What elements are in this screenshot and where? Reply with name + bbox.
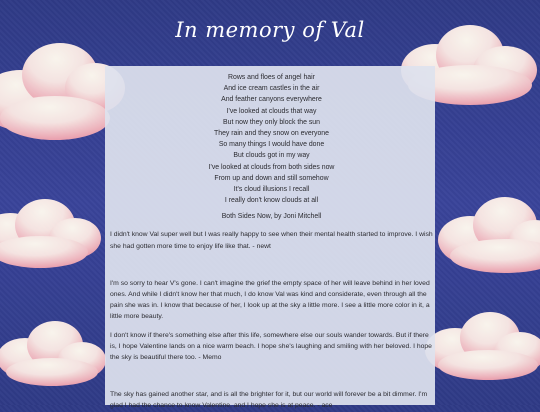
poem-line: But now they only block the sun xyxy=(223,118,320,126)
page-title: In memory of Val xyxy=(175,18,365,42)
poem-line: I've looked at clouds that way xyxy=(226,107,317,115)
poem-line: They rain and they snow on everyone xyxy=(214,130,329,138)
poem-line: So many things I would have done xyxy=(218,141,325,149)
condolence-message: I'm so sorry to hear V's gone. I can't imagine the grief the empty space of her will leave behind in her loved ones. And while I didn't know her that much, I do know Val was kind and considerate, even through all the pain she was in. I know that because of her, I look up at the sky a little more. I see a little more color in it, a little more beauty. xyxy=(110,279,430,321)
condolence-message: I didn't know Val super well but I was really happy to see when their mental health started to improve. I wish she had gotten more time to enjoy life like that. - newt xyxy=(110,231,433,250)
condolence-message: I don't know if there's something else after this life, somewhere else our souls wander towards. But if there is, I hope Valentine lands on a nice warm beach. I hope she's laughing and smiling with her beloved. I hope the sky is beautiful there too. - Memo xyxy=(110,331,432,362)
poem-line: Rows and floes of angel hair xyxy=(228,74,315,81)
poem-line: And ice cream castles in the air xyxy=(223,85,320,93)
cloud-shape-mid-right xyxy=(438,197,540,273)
poem-line: But clouds got in my way xyxy=(233,152,310,160)
poem-citation: Both Sides Now, by Joni Mitchell xyxy=(221,213,322,221)
poem-line: I really don't know clouds at all xyxy=(224,197,319,205)
condolence-message: The sky has gained another star, and is all the brighter for it, but our world will forever be a bit dimmer. I'm glad I had the chance to know Valentine, and I hope she is at peace. - ace xyxy=(110,391,428,410)
cloud-shape-bottom-left xyxy=(0,321,106,386)
poem-line: And feather canyons everywhere xyxy=(221,96,322,104)
poem-line: I've looked at clouds from both sides now xyxy=(208,163,335,171)
cloud-shape-bottom-right xyxy=(425,312,540,380)
cloud-shape-mid-left xyxy=(0,199,101,268)
poem-line: From up and down and still somehow xyxy=(214,174,329,182)
poem-line: It's cloud illusions I recall xyxy=(233,186,310,194)
poem xyxy=(110,72,433,206)
memorial-panel xyxy=(105,66,435,410)
